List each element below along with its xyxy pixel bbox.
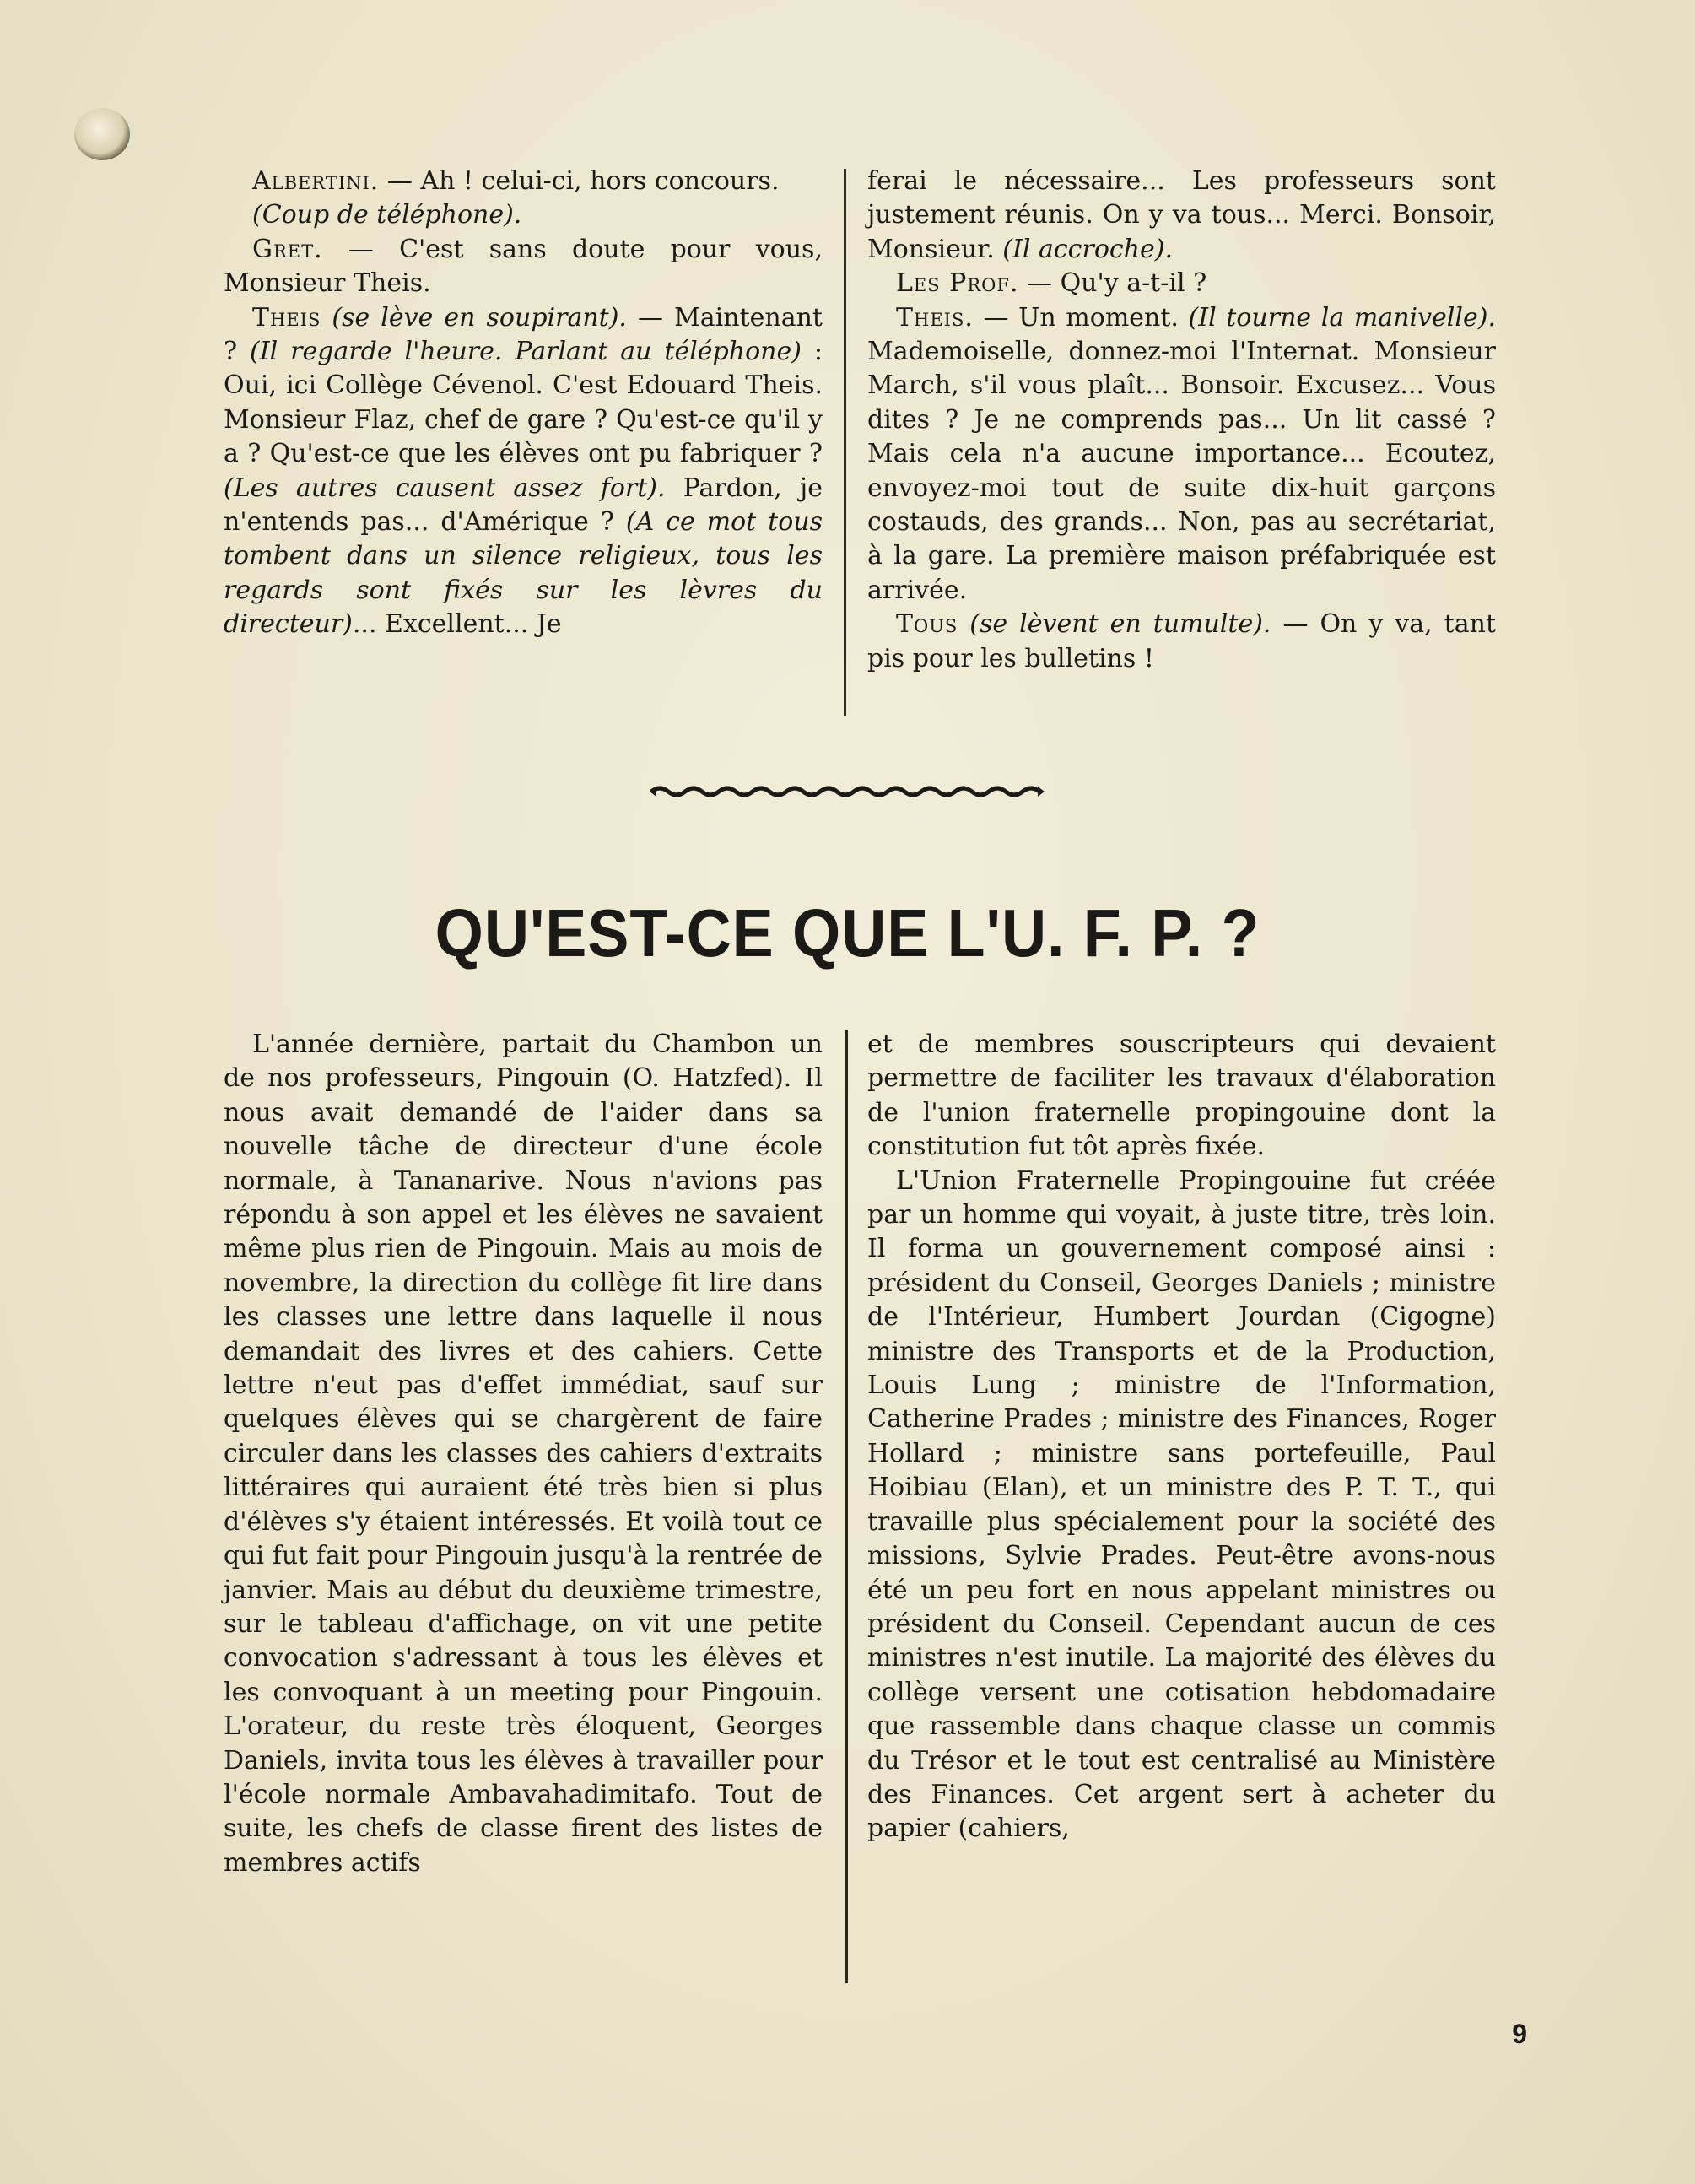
speaker-name: Gret. bbox=[252, 234, 323, 264]
page-number: 9 bbox=[1512, 2019, 1527, 2049]
article-column-right bbox=[867, 1028, 1496, 1846]
column-divider bbox=[845, 1030, 848, 1983]
dialogue-line: Theis (se lève en soupirant). — Maintenant ? (Il regarde l'heure. Parlant au téléphone) : Oui, ici Collège Cévenol. C'est Edouard Theis. Monsieur Flaz, chef de gare ? Qu'est-ce qu'il y a ? Qu'est-ce que les élèves ont pu fabriquer ? (Les autres causent assez fort). Pardon, je n'entends pas... d'Amérique ? (A ce mot tous tombent dans un silence religieux, tous les regards sont fixés sur les lèvres du directeur)... Excellent... Je bbox=[224, 302, 823, 640]
dialogue-line: Les Prof. — Qu'y a-t-il ? bbox=[896, 268, 1207, 299]
speaker-name: Tous bbox=[896, 609, 958, 640]
speaker-name: Theis bbox=[252, 302, 321, 332]
speaker-name: Theis. bbox=[896, 302, 974, 332]
dialogue-line: Theis. — Un moment. (Il tourne la manivelle). Mademoiselle, donnez-moi l'Internat. Monsieur March, s'il vous plaît... Bonsoir. Excusez... Vous dites ? Je ne comprends pas... Un lit cassé ? Mais cela n'a aucune importance... Ecoutez, envoyez-moi tout de suite dix-huit garçons costauds, des grands... Non, pas au secrétariat, à la gare. La première maison préfabriquée est arrivée. bbox=[867, 302, 1496, 605]
article-paragraph: L'Union Fraternelle Propingouine fut créée par un homme qui voyait, à juste titre, très loin. Il forma un gouvernement composé ainsi : président du Conseil, Georges Daniels ; ministre de l'Intérieur, Humbert Jourdan (Cigogne) ministre des Transports et de la Production, Louis Lung ; ministre de l'Information, Catherine Prades ; ministre des Finances, Roger Hollard ; ministre sans portefeuille, Paul Hoibiau (Elan), et un ministre des P. T. T., qui travaille plus spécialement pour la société des missions, Sylvie Prades. Peut-être avons-nous été un peu fort en nous appelant ministres ou président du Conseil. Cependant aucun de ces ministres n'est inutile. La majorité des élèves du collège versent une cotisation hebdomadaire que rassemble dans chaque classe un commis du Trésor et le tout est centralisé au Ministère des Finances. Cet argent sert à acheter du papier (cahiers, bbox=[867, 1165, 1496, 1844]
dialogue-line: Gret. — C'est sans doute pour vous, Monsieur Theis. bbox=[224, 234, 823, 299]
column-divider bbox=[844, 169, 846, 716]
ornament-divider bbox=[650, 783, 1045, 800]
dialogue-column-left bbox=[224, 165, 823, 642]
article-title: QU'EST-CE QUE L'U. F. P. ? bbox=[435, 895, 1260, 970]
dialogue-line: Tous (se lèvent en tumulte). — On y va, tant pis pour les bulletins ! bbox=[867, 609, 1496, 673]
punch-hole bbox=[74, 108, 130, 160]
speaker-name: Les Prof. bbox=[896, 268, 1019, 299]
dialogue-column-right bbox=[867, 165, 1496, 676]
speaker-name: Albertini. bbox=[252, 166, 380, 196]
dialogue-line: Albertini. — Ah ! celui-ci, hors concours. bbox=[252, 166, 780, 196]
article-paragraph: et de membres souscripteurs qui devaient permettre de faciliter les travaux d'élaboration de l'union fraternelle propingouine dont la constitution fut tôt après fixée. bbox=[867, 1030, 1496, 1162]
dialogue-line: ferai le nécessaire... Les professeurs sont justement réunis. On y va tous... Merci. Bonsoir, Monsieur. (Il accroche). bbox=[867, 166, 1496, 264]
article-paragraph: L'année dernière, partait du Chambon un de nos professeurs, Pingouin (O. Hatzfed). Il nous avait demandé de l'aider dans sa nouvelle tâche de directeur d'une école normale, à Tananarive. Nous n'avions pas répondu à son appel et les élèves ne savaient même plus rien de Pingouin. Mais au mois de novembre, la direction du collège fit lire dans les classes une lettre dans laquelle il nous demandait des livres et des cahiers. Cette lettre n'eut pas d'effet immédiat, sauf sur quelques élèves qui se chargèrent de faire circuler dans les classes des cahiers d'extraits littéraires qui auraient été très bien si plus d'élèves s'y étaient intéressés. Et voilà tout ce qui fut fait pour Pingouin jusqu'à la rentrée de janvier. Mais au début du deuxième trimestre, sur le tableau d'affichage, on vit une petite convocation s'adressant à tous les élèves et les convoquant à un meeting pour Pingouin. L'orateur, du reste très éloquent, Georges Daniels, invita tous les élèves à travailler pour l'école normale Ambavahadimitafo. Tout de suite, les chefs de classe firent des listes de membres actifs bbox=[224, 1030, 823, 1878]
article-column-left bbox=[224, 1028, 823, 1880]
stage-direction: (Coup de téléphone). bbox=[252, 200, 522, 230]
